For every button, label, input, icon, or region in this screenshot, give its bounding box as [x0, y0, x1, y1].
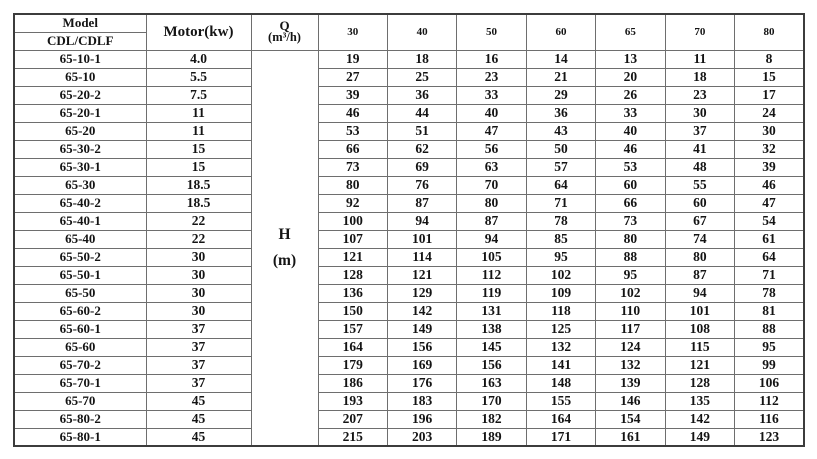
head-unit-label: (m) [272, 251, 297, 269]
head-value-cell: 119 [457, 284, 526, 302]
head-value-cell: 157 [318, 320, 387, 338]
table-row [14, 374, 804, 392]
head-value-cell: 87 [457, 212, 526, 230]
motor-power-cell: 37 [146, 356, 251, 374]
flow-column-header: 65 [596, 14, 665, 50]
head-value-cell: 69 [387, 158, 456, 176]
head-value-cell: 71 [526, 194, 595, 212]
head-value-cell: 60 [665, 194, 734, 212]
motor-power-cell: 45 [146, 392, 251, 410]
head-value-cell: 26 [596, 86, 665, 104]
flow-rate-header [251, 14, 318, 50]
head-value-cell: 61 [735, 230, 804, 248]
head-value-cell: 51 [387, 122, 456, 140]
head-value-cell: 18 [665, 68, 734, 86]
head-value-cell: 125 [526, 320, 595, 338]
head-value-cell: 85 [526, 230, 595, 248]
head-value-cell: 47 [457, 122, 526, 140]
table-row [14, 50, 804, 68]
head-value-cell: 16 [457, 50, 526, 68]
head-value-cell: 66 [596, 194, 665, 212]
model-cell: 65-30-1 [14, 158, 146, 176]
motor-power-cell: 15 [146, 140, 251, 158]
table-row [14, 338, 804, 356]
head-value-cell: 186 [318, 374, 387, 392]
head-value-cell: 41 [665, 140, 734, 158]
head-value-cell: 14 [526, 50, 595, 68]
head-value-cell: 161 [596, 428, 665, 446]
model-cell: 65-40-2 [14, 194, 146, 212]
head-value-cell: 101 [387, 230, 456, 248]
head-value-cell: 56 [457, 140, 526, 158]
table-row [14, 230, 804, 248]
head-value-cell: 169 [387, 356, 456, 374]
head-value-cell: 203 [387, 428, 456, 446]
table-row [14, 86, 804, 104]
head-value-cell: 110 [596, 302, 665, 320]
head-value-cell: 11 [665, 50, 734, 68]
head-value-cell: 47 [735, 194, 804, 212]
motor-power-cell: 5.5 [146, 68, 251, 86]
table-row [14, 104, 804, 122]
head-value-cell: 135 [665, 392, 734, 410]
head-value-cell: 30 [665, 104, 734, 122]
motor-power-cell: 30 [146, 284, 251, 302]
head-value-cell: 76 [387, 176, 456, 194]
head-value-cell: 179 [318, 356, 387, 374]
head-value-cell: 99 [735, 356, 804, 374]
head-value-cell: 138 [457, 320, 526, 338]
head-value-cell: 8 [735, 50, 804, 68]
head-value-cell: 87 [387, 194, 456, 212]
flow-column-header: 40 [387, 14, 456, 50]
head-value-cell: 23 [665, 86, 734, 104]
head-value-cell: 183 [387, 392, 456, 410]
head-value-cell: 170 [457, 392, 526, 410]
model-cell: 65-40-1 [14, 212, 146, 230]
motor-power-cell: 7.5 [146, 86, 251, 104]
head-value-cell: 136 [318, 284, 387, 302]
model-cell: 65-80-2 [14, 410, 146, 428]
table-row [14, 284, 804, 302]
head-value-cell: 46 [318, 104, 387, 122]
flow-column-header: 60 [526, 14, 595, 50]
head-value-cell: 101 [665, 302, 734, 320]
head-value-cell: 139 [596, 374, 665, 392]
head-value-cell: 117 [596, 320, 665, 338]
head-value-cell: 215 [318, 428, 387, 446]
head-value-cell: 64 [735, 248, 804, 266]
head-value-cell: 142 [387, 302, 456, 320]
head-value-cell: 182 [457, 410, 526, 428]
head-value-cell: 142 [665, 410, 734, 428]
flow-column-header: 80 [735, 14, 804, 50]
head-value-cell: 94 [387, 212, 456, 230]
head-value-cell: 102 [596, 284, 665, 302]
table-row [14, 266, 804, 284]
model-cell: 65-30-2 [14, 140, 146, 158]
pump-head-table [13, 13, 805, 447]
table-row [14, 428, 804, 446]
head-value-cell: 87 [665, 266, 734, 284]
head-value-cell: 115 [665, 338, 734, 356]
head-value-cell: 37 [665, 122, 734, 140]
model-cell: 65-70 [14, 392, 146, 410]
flow-column-header: 30 [318, 14, 387, 50]
q-unit-label: (m³/h) [268, 30, 301, 45]
head-value-cell: 94 [665, 284, 734, 302]
model-cell: 65-70-2 [14, 356, 146, 374]
table-row [14, 194, 804, 212]
head-value-cell: 112 [457, 266, 526, 284]
motor-power-cell: 18.5 [146, 176, 251, 194]
head-value-cell: 109 [526, 284, 595, 302]
head-value-cell: 189 [457, 428, 526, 446]
model-cell: 65-70-1 [14, 374, 146, 392]
head-value-cell: 53 [596, 158, 665, 176]
head-value-cell: 19 [318, 50, 387, 68]
model-cell: 65-10-1 [14, 50, 146, 68]
head-value-cell: 80 [318, 176, 387, 194]
motor-power-header: Motor(kw) [146, 14, 251, 50]
head-value-cell: 164 [318, 338, 387, 356]
head-value-cell: 131 [457, 302, 526, 320]
model-cell: 65-30 [14, 176, 146, 194]
head-value-cell: 129 [387, 284, 456, 302]
motor-power-cell: 37 [146, 374, 251, 392]
head-value-cell: 60 [596, 176, 665, 194]
head-value-cell: 150 [318, 302, 387, 320]
head-value-cell: 193 [318, 392, 387, 410]
head-value-cell: 124 [596, 338, 665, 356]
table-row [14, 320, 804, 338]
model-cell: 65-10 [14, 68, 146, 86]
head-value-cell: 114 [387, 248, 456, 266]
flow-column-header: 70 [665, 14, 734, 50]
head-value-cell: 78 [526, 212, 595, 230]
head-value-cell: 64 [526, 176, 595, 194]
head-value-cell: 102 [526, 266, 595, 284]
head-value-cell: 148 [526, 374, 595, 392]
table-row [14, 302, 804, 320]
head-value-cell: 36 [526, 104, 595, 122]
head-value-cell: 121 [665, 356, 734, 374]
head-value-cell: 57 [526, 158, 595, 176]
head-value-cell: 118 [526, 302, 595, 320]
head-value-cell: 100 [318, 212, 387, 230]
head-value-cell: 128 [318, 266, 387, 284]
head-value-cell: 164 [526, 410, 595, 428]
head-value-cell: 30 [735, 122, 804, 140]
model-cell: 65-20 [14, 122, 146, 140]
model-series-header: CDL/CDLF [14, 32, 146, 50]
head-value-cell: 95 [596, 266, 665, 284]
head-value-cell: 39 [318, 86, 387, 104]
table-row [14, 176, 804, 194]
model-cell: 65-60-1 [14, 320, 146, 338]
head-value-cell: 74 [665, 230, 734, 248]
head-value-cell: 46 [735, 176, 804, 194]
head-value-cell: 155 [526, 392, 595, 410]
head-value-cell: 81 [735, 302, 804, 320]
motor-power-cell: 45 [146, 410, 251, 428]
head-value-cell: 176 [387, 374, 456, 392]
motor-power-cell: 4.0 [146, 50, 251, 68]
head-value-cell: 132 [596, 356, 665, 374]
head-value-cell: 20 [596, 68, 665, 86]
table-row [14, 410, 804, 428]
head-value-cell: 154 [596, 410, 665, 428]
motor-power-cell: 45 [146, 428, 251, 446]
model-cell: 65-60 [14, 338, 146, 356]
head-value-cell: 171 [526, 428, 595, 446]
head-value-cell: 24 [735, 104, 804, 122]
table-row [14, 392, 804, 410]
head-value-cell: 92 [318, 194, 387, 212]
head-value-cell: 73 [596, 212, 665, 230]
head-value-cell: 107 [318, 230, 387, 248]
head-unit-merged-cell [251, 50, 318, 446]
motor-power-cell: 37 [146, 338, 251, 356]
head-value-cell: 32 [735, 140, 804, 158]
motor-power-cell: 11 [146, 104, 251, 122]
motor-power-cell: 30 [146, 248, 251, 266]
head-value-cell: 156 [457, 356, 526, 374]
motor-power-cell: 30 [146, 266, 251, 284]
head-value-cell: 15 [735, 68, 804, 86]
head-value-cell: 80 [596, 230, 665, 248]
head-value-cell: 27 [318, 68, 387, 86]
head-value-cell: 163 [457, 374, 526, 392]
head-value-cell: 95 [735, 338, 804, 356]
head-value-cell: 71 [735, 266, 804, 284]
head-value-cell: 33 [596, 104, 665, 122]
head-value-cell: 50 [526, 140, 595, 158]
table-header [14, 14, 804, 50]
head-value-cell: 196 [387, 410, 456, 428]
head-symbol-label: H [278, 226, 291, 244]
head-value-cell: 23 [457, 68, 526, 86]
head-value-cell: 67 [665, 212, 734, 230]
head-value-cell: 63 [457, 158, 526, 176]
head-value-cell: 94 [457, 230, 526, 248]
model-header: Model [14, 14, 146, 32]
head-value-cell: 80 [665, 248, 734, 266]
motor-power-cell: 11 [146, 122, 251, 140]
head-value-cell: 123 [735, 428, 804, 446]
head-value-cell: 29 [526, 86, 595, 104]
head-value-cell: 17 [735, 86, 804, 104]
head-value-cell: 54 [735, 212, 804, 230]
head-value-cell: 40 [457, 104, 526, 122]
motor-power-cell: 30 [146, 302, 251, 320]
model-cell: 65-20-1 [14, 104, 146, 122]
head-value-cell: 149 [387, 320, 456, 338]
motor-power-cell: 22 [146, 212, 251, 230]
head-value-cell: 121 [387, 266, 456, 284]
head-value-cell: 88 [735, 320, 804, 338]
model-cell: 65-50 [14, 284, 146, 302]
table-row [14, 158, 804, 176]
model-cell: 65-80-1 [14, 428, 146, 446]
head-value-cell: 33 [457, 86, 526, 104]
head-value-cell: 108 [665, 320, 734, 338]
head-value-cell: 146 [596, 392, 665, 410]
motor-power-cell: 15 [146, 158, 251, 176]
head-value-cell: 78 [735, 284, 804, 302]
head-value-cell: 132 [526, 338, 595, 356]
head-value-cell: 156 [387, 338, 456, 356]
table-row [14, 248, 804, 266]
head-value-cell: 116 [735, 410, 804, 428]
model-cell: 65-50-2 [14, 248, 146, 266]
head-value-cell: 149 [665, 428, 734, 446]
head-value-cell: 18 [387, 50, 456, 68]
head-value-cell: 39 [735, 158, 804, 176]
table-row [14, 212, 804, 230]
head-value-cell: 62 [387, 140, 456, 158]
model-cell: 65-60-2 [14, 302, 146, 320]
head-value-cell: 121 [318, 248, 387, 266]
table-row [14, 122, 804, 140]
head-value-cell: 21 [526, 68, 595, 86]
head-value-cell: 73 [318, 158, 387, 176]
head-value-cell: 207 [318, 410, 387, 428]
head-value-cell: 44 [387, 104, 456, 122]
motor-power-cell: 22 [146, 230, 251, 248]
motor-power-cell: 18.5 [146, 194, 251, 212]
table-row [14, 140, 804, 158]
head-value-cell: 105 [457, 248, 526, 266]
model-cell: 65-40 [14, 230, 146, 248]
head-value-cell: 145 [457, 338, 526, 356]
head-value-cell: 25 [387, 68, 456, 86]
head-value-cell: 40 [596, 122, 665, 140]
q-symbol-label: Q [279, 18, 290, 34]
table-body [14, 50, 804, 446]
head-value-cell: 106 [735, 374, 804, 392]
head-value-cell: 36 [387, 86, 456, 104]
table-row [14, 356, 804, 374]
motor-power-cell: 37 [146, 320, 251, 338]
head-value-cell: 46 [596, 140, 665, 158]
head-value-cell: 55 [665, 176, 734, 194]
flow-column-header: 50 [457, 14, 526, 50]
header-row-1 [14, 14, 804, 32]
head-value-cell: 70 [457, 176, 526, 194]
head-value-cell: 13 [596, 50, 665, 68]
head-value-cell: 53 [318, 122, 387, 140]
head-value-cell: 128 [665, 374, 734, 392]
head-value-cell: 80 [457, 194, 526, 212]
head-value-cell: 66 [318, 140, 387, 158]
head-value-cell: 141 [526, 356, 595, 374]
head-value-cell: 112 [735, 392, 804, 410]
head-value-cell: 88 [596, 248, 665, 266]
head-value-cell: 48 [665, 158, 734, 176]
table-row [14, 68, 804, 86]
model-cell: 65-20-2 [14, 86, 146, 104]
head-value-cell: 95 [526, 248, 595, 266]
head-value-cell: 43 [526, 122, 595, 140]
model-cell: 65-50-1 [14, 266, 146, 284]
